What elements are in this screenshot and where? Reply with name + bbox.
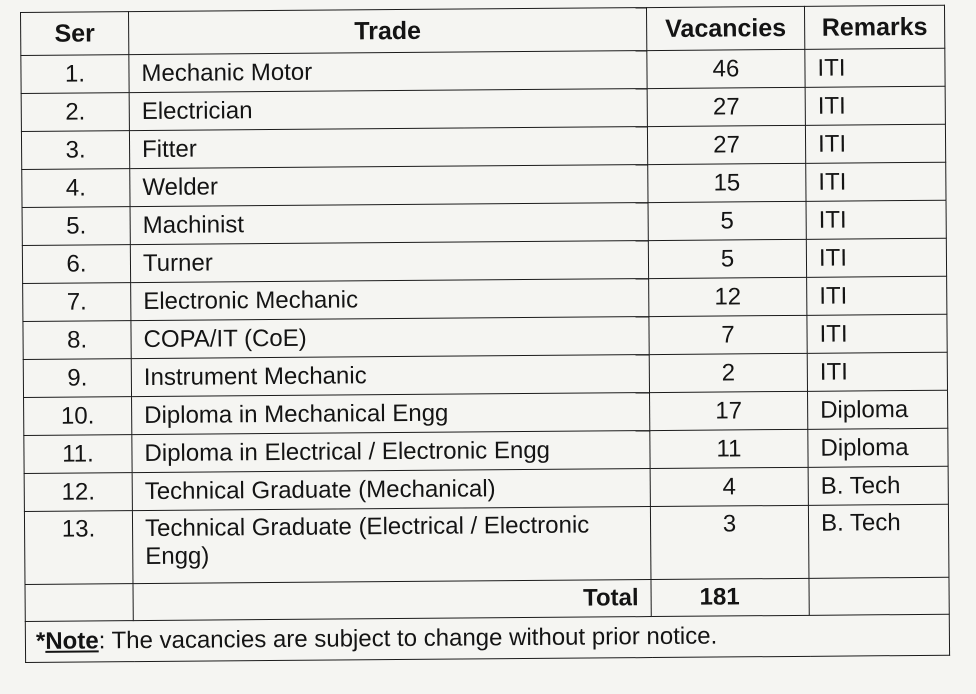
- cell-trade: Technical Graduate (Mechanical): [132, 469, 650, 511]
- cell-remarks: ITI: [807, 276, 947, 315]
- cell-trade: Mechanic Motor: [129, 51, 647, 93]
- cell-trade: Diploma in Mechanical Engg: [132, 393, 650, 435]
- cell-vacancies: 4: [650, 467, 808, 506]
- cell-trade: Machinist: [130, 203, 648, 245]
- vacancy-document: [20, 5, 949, 663]
- cell-vacancies: 11: [650, 429, 808, 468]
- total-empty-cell: [25, 584, 133, 622]
- cell-ser: 7.: [23, 283, 131, 322]
- cell-remarks: ITI: [807, 352, 947, 391]
- cell-vacancies: 27: [647, 87, 805, 126]
- cell-ser: 3.: [21, 131, 129, 170]
- note-keyword: Note: [45, 627, 99, 655]
- cell-ser: 6.: [22, 245, 130, 284]
- cell-vacancies: 12: [649, 277, 807, 316]
- cell-remarks: B. Tech: [808, 504, 949, 578]
- cell-vacancies: 46: [647, 49, 805, 88]
- header-vacancies: Vacancies: [646, 6, 804, 50]
- cell-remarks: ITI: [806, 200, 946, 239]
- cell-remarks: ITI: [806, 238, 946, 277]
- cell-trade: Fitter: [129, 127, 647, 169]
- cell-ser: 10.: [24, 397, 132, 436]
- cell-remarks: ITI: [805, 48, 945, 87]
- cell-remarks: Diploma: [808, 428, 948, 467]
- total-value: 181: [651, 578, 809, 616]
- cell-trade: Welder: [130, 165, 648, 207]
- cell-vacancies: 15: [648, 163, 806, 202]
- cell-trade: Electronic Mechanic: [131, 279, 649, 321]
- cell-ser: 12.: [24, 473, 132, 512]
- cell-vacancies: 5: [648, 239, 806, 278]
- cell-ser: 4.: [22, 169, 130, 208]
- note-text: : The vacancies are subject to change without prior notice.: [98, 622, 718, 655]
- cell-vacancies: 3: [650, 505, 809, 579]
- cell-ser: 9.: [23, 359, 131, 398]
- cell-vacancies: 5: [648, 201, 806, 240]
- cell-ser: 5.: [22, 207, 130, 246]
- cell-remarks: ITI: [805, 86, 945, 125]
- cell-remarks: ITI: [805, 124, 945, 163]
- note-asterisk: *: [35, 627, 46, 655]
- cell-vacancies: 27: [647, 125, 805, 164]
- cell-remarks: ITI: [807, 314, 947, 353]
- cell-ser: 1.: [21, 55, 129, 94]
- header-row: [21, 5, 945, 55]
- cell-trade: Turner: [130, 241, 648, 283]
- cell-trade: Electrician: [129, 89, 647, 131]
- cell-ser: 2.: [21, 93, 129, 132]
- vacancy-table: [20, 5, 950, 663]
- note-row: [25, 614, 949, 662]
- header-ser: Ser: [21, 12, 129, 56]
- total-empty-remarks: [809, 577, 949, 615]
- cell-remarks: Diploma: [808, 390, 948, 429]
- cell-remarks: ITI: [806, 162, 946, 201]
- cell-trade: COPA/IT (CoE): [131, 317, 649, 359]
- table-body: [21, 48, 950, 662]
- cell-trade: Instrument Mechanic: [131, 355, 649, 397]
- cell-trade: Technical Graduate (Electrical / Electronic Engg): [132, 507, 651, 584]
- cell-vacancies: 2: [649, 353, 807, 392]
- header-trade: Trade: [129, 8, 647, 55]
- cell-ser: 8.: [23, 321, 131, 360]
- table-row: [24, 504, 949, 584]
- cell-remarks: B. Tech: [808, 466, 948, 505]
- cell-ser: 11.: [24, 435, 132, 474]
- cell-vacancies: 7: [649, 315, 807, 354]
- cell-trade: Diploma in Electrical / Electronic Engg: [132, 431, 650, 473]
- header-remarks: Remarks: [804, 5, 944, 49]
- cell-vacancies: 17: [650, 391, 808, 430]
- total-label: Total: [133, 580, 651, 621]
- note-cell: [25, 614, 949, 662]
- cell-ser: 13.: [24, 511, 133, 585]
